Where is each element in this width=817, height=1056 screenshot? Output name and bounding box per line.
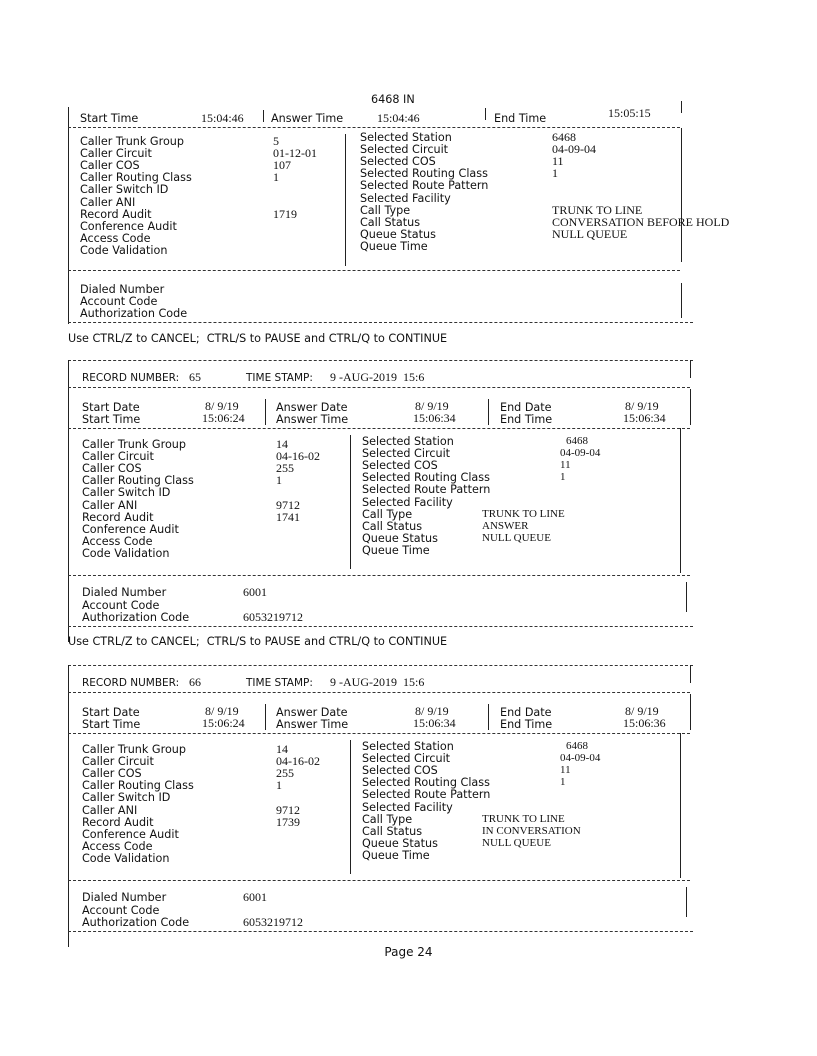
left-border xyxy=(68,107,69,324)
divider xyxy=(68,322,693,323)
selected-field-value: IN CONVERSATION xyxy=(482,824,581,837)
dialed-field-label: Account Code xyxy=(80,295,158,309)
start-date-label: Start Date xyxy=(82,401,140,414)
selected-field-value: NULL QUEUE xyxy=(482,531,551,544)
caller-field-label: Caller ANI xyxy=(82,803,138,817)
answer-time-value: 15:04:46 xyxy=(377,111,420,125)
caller-field-value: 107 xyxy=(273,158,291,173)
right-border xyxy=(690,665,691,683)
selected-field-value: ANSWER xyxy=(482,519,529,532)
divider xyxy=(68,387,690,388)
selected-field-label: Selected Circuit xyxy=(362,447,451,461)
selected-field-label: Call Status xyxy=(362,519,423,533)
answer-time-value: 15:06:34 xyxy=(413,716,456,730)
right-border xyxy=(690,389,691,425)
page-number: Page 24 xyxy=(384,945,433,959)
divider xyxy=(68,665,693,666)
selected-field-label: Call Type xyxy=(362,812,413,826)
selected-field-label: Queue Status xyxy=(360,227,436,241)
start-time-label: Start Time xyxy=(82,718,141,731)
caller-field-label: Record Audit xyxy=(82,815,154,829)
right-border xyxy=(686,887,687,917)
dialed-field-label: Dialed Number xyxy=(82,586,167,599)
selected-field-value: CONVERSATION BEFORE HOLD xyxy=(552,214,730,229)
time-stamp-label: TIME STAMP: xyxy=(246,372,313,384)
selected-field-value: 6468 xyxy=(552,130,576,144)
dialed-field-value: 6001 xyxy=(243,585,267,599)
record-number-label: RECORD NUMBER: xyxy=(82,372,180,384)
selected-field-value: TRUNK TO LINE xyxy=(552,202,643,217)
divider xyxy=(68,692,690,693)
selected-field-value: 11 xyxy=(560,764,571,777)
right-border xyxy=(680,733,681,878)
answer-date-label: Answer Date xyxy=(276,401,348,414)
start-date-value: 8/ 9/19 xyxy=(205,399,239,413)
caller-field-value: 9712 xyxy=(276,497,300,512)
selected-field-value: 6468 xyxy=(566,740,588,752)
caller-field-label: Code Validation xyxy=(80,243,168,257)
dialed-field-value: 6001 xyxy=(243,890,267,904)
caller-field-label: Caller Circuit xyxy=(80,147,152,161)
answer-time-value: 15:06:34 xyxy=(413,411,456,425)
column-separator xyxy=(263,110,264,122)
selected-field-label: Selected Facility xyxy=(362,495,453,509)
divider xyxy=(68,270,680,271)
divider xyxy=(68,880,690,881)
selected-field-label: Queue Time xyxy=(362,543,430,557)
right-border xyxy=(681,283,682,318)
right-border xyxy=(690,694,691,730)
answer-date-value: 8/ 9/19 xyxy=(415,399,449,413)
caller-field-label: Code Validation xyxy=(82,546,170,560)
start-time-value: 15:04:46 xyxy=(201,111,244,125)
start-time-label: Start Time xyxy=(82,413,141,426)
selected-field-label: Selected Station xyxy=(362,740,454,753)
selected-field-label: Selected COS xyxy=(362,764,438,778)
dialed-field-label: Dialed Number xyxy=(80,283,165,296)
time-stamp-value: 9 -AUG-2019 15:6 xyxy=(330,370,425,384)
caller-field-value: 1741 xyxy=(276,509,300,524)
end-time-label: End Time xyxy=(500,413,553,426)
record-number-value: 66 xyxy=(189,675,201,689)
caller-field-label: Access Code xyxy=(82,839,153,853)
answer-time-label: Answer Time xyxy=(276,413,349,426)
start-time-label: Start Time xyxy=(80,112,139,125)
selected-field-label: Selected Facility xyxy=(362,800,453,814)
selected-field-label: Selected Routing Class xyxy=(362,471,490,485)
caller-field-value: 255 xyxy=(276,766,294,781)
selected-field-value: 04-09-04 xyxy=(552,142,596,157)
record-header-title: 6468 IN xyxy=(371,93,415,106)
caller-field-value: 5 xyxy=(273,134,279,148)
continue-prompt: Use CTRL/Z to CANCEL; CTRL/S to PAUSE and CTRL/Q to CONTINUE xyxy=(68,332,448,345)
caller-field-value: 1 xyxy=(273,170,279,185)
selected-field-value: 04-09-04 xyxy=(560,752,601,765)
column-separator xyxy=(350,740,351,874)
end-date-value: 8/ 9/19 xyxy=(625,399,659,413)
time-stamp-label: TIME STAMP: xyxy=(246,677,313,689)
right-border xyxy=(690,360,691,378)
selected-field-value: 1 xyxy=(552,166,558,181)
end-date-label: End Date xyxy=(500,401,552,414)
divider xyxy=(68,733,690,734)
caller-field-label: Caller Circuit xyxy=(82,755,154,769)
selected-field-value: 11 xyxy=(552,154,564,169)
caller-field-label: Caller Routing Class xyxy=(82,474,194,488)
continue-prompt: Use CTRL/Z to CANCEL; CTRL/S to PAUSE and CTRL/Q to CONTINUE xyxy=(68,635,448,648)
record-number-label: RECORD NUMBER: xyxy=(82,677,180,689)
column-separator xyxy=(265,399,266,425)
caller-field-value: 14 xyxy=(276,437,288,451)
selected-field-label: Queue Status xyxy=(362,836,438,850)
selected-field-value: TRUNK TO LINE xyxy=(482,812,565,825)
column-separator xyxy=(265,704,266,730)
right-border xyxy=(686,582,687,612)
time-stamp-value: 9 -AUG-2019 15:6 xyxy=(330,675,425,689)
caller-field-value: 04-16-02 xyxy=(276,754,320,769)
end-time-value: 15:06:34 xyxy=(623,411,666,425)
caller-field-value: 1719 xyxy=(273,206,297,221)
caller-field-label: Caller ANI xyxy=(82,498,138,512)
caller-field-value: 1 xyxy=(276,778,282,793)
column-separator xyxy=(488,399,489,425)
divider xyxy=(68,931,693,932)
caller-field-label: Caller Switch ID xyxy=(82,791,171,805)
dialed-field-label: Authorization Code xyxy=(82,916,190,929)
end-date-value: 8/ 9/19 xyxy=(625,704,659,718)
caller-field-label: Caller COS xyxy=(82,462,142,476)
caller-field-value: 01-12-01 xyxy=(273,146,317,161)
column-separator xyxy=(345,134,346,266)
selected-field-label: Selected Route Pattern xyxy=(362,788,491,802)
selected-field-value: 6468 xyxy=(566,435,588,447)
start-date-value: 8/ 9/19 xyxy=(205,704,239,718)
selected-field-label: Queue Time xyxy=(360,239,428,253)
caller-field-label: Record Audit xyxy=(80,207,152,221)
right-border xyxy=(681,101,682,113)
right-border xyxy=(681,128,682,262)
caller-field-label: Caller COS xyxy=(80,159,140,173)
selected-field-label: Selected Routing Class xyxy=(362,776,490,790)
divider xyxy=(68,127,680,128)
selected-field-label: Call Status xyxy=(362,824,423,838)
caller-field-label: Caller COS xyxy=(82,767,142,781)
caller-field-label: Code Validation xyxy=(82,851,170,865)
selected-field-label: Selected Circuit xyxy=(360,143,449,157)
caller-field-label: Conference Audit xyxy=(80,219,177,233)
dialed-field-label: Account Code xyxy=(82,598,160,612)
selected-field-value: TRUNK TO LINE xyxy=(482,507,565,520)
dialed-field-label: Account Code xyxy=(82,903,160,917)
caller-field-label: Record Audit xyxy=(82,510,154,524)
selected-field-value: 1 xyxy=(560,471,566,484)
end-time-label: End Time xyxy=(494,112,547,125)
caller-field-label: Access Code xyxy=(82,534,153,548)
left-border xyxy=(68,665,69,947)
dialed-field-value: 6053219712 xyxy=(243,610,303,624)
record-number-value: 65 xyxy=(189,370,201,384)
selected-field-label: Selected Routing Class xyxy=(360,167,488,181)
end-time-label: End Time xyxy=(500,718,553,731)
caller-field-value: 04-16-02 xyxy=(276,449,320,464)
caller-field-value: 255 xyxy=(276,461,294,476)
caller-field-value: 9712 xyxy=(276,802,300,817)
divider xyxy=(68,575,690,576)
selected-field-label: Selected COS xyxy=(360,155,436,169)
right-border xyxy=(680,428,681,573)
answer-time-label: Answer Time xyxy=(271,112,344,125)
caller-field-label: Caller Trunk Group xyxy=(80,135,184,148)
caller-field-value: 1739 xyxy=(276,814,300,829)
caller-field-label: Caller Switch ID xyxy=(82,486,171,500)
caller-field-label: Conference Audit xyxy=(82,522,179,536)
selected-field-value: 1 xyxy=(560,776,566,789)
selected-field-label: Call Type xyxy=(362,507,413,521)
start-date-label: Start Date xyxy=(82,706,140,719)
selected-field-value: NULL QUEUE xyxy=(482,836,551,849)
end-time-value: 15:06:36 xyxy=(623,716,666,730)
dialed-field-value: 6053219712 xyxy=(243,915,303,929)
caller-field-value: 14 xyxy=(276,742,288,756)
dialed-field-label: Dialed Number xyxy=(82,891,167,904)
selected-field-label: Selected COS xyxy=(362,459,438,473)
selected-field-label: Queue Time xyxy=(362,848,430,862)
divider xyxy=(68,626,693,627)
caller-field-label: Caller Circuit xyxy=(82,450,154,464)
selected-field-label: Selected Circuit xyxy=(362,752,451,766)
answer-time-label: Answer Time xyxy=(276,718,349,731)
caller-field-value: 1 xyxy=(276,473,282,488)
dialed-field-label: Authorization Code xyxy=(82,611,190,624)
caller-field-label: Caller Trunk Group xyxy=(82,438,186,451)
caller-field-label: Caller Routing Class xyxy=(82,779,194,793)
caller-field-label: Caller Switch ID xyxy=(80,183,169,197)
caller-field-label: Caller Trunk Group xyxy=(82,743,186,756)
divider xyxy=(68,428,690,429)
column-separator xyxy=(485,108,486,120)
end-time-value: 15:05:15 xyxy=(608,106,651,120)
selected-field-value: 11 xyxy=(560,459,571,472)
selected-field-label: Selected Route Pattern xyxy=(360,179,489,193)
caller-field-label: Conference Audit xyxy=(82,827,179,841)
answer-date-value: 8/ 9/19 xyxy=(415,704,449,718)
selected-field-label: Call Type xyxy=(360,203,411,217)
dialed-field-label: Authorization Code xyxy=(80,307,188,321)
caller-field-label: Caller ANI xyxy=(80,195,136,209)
start-time-value: 15:06:24 xyxy=(202,411,245,425)
selected-field-label: Selected Route Pattern xyxy=(362,483,491,497)
answer-date-label: Answer Date xyxy=(276,706,348,719)
selected-field-label: Call Status xyxy=(360,215,421,229)
selected-field-value: 04-09-04 xyxy=(560,447,601,460)
start-time-value: 15:06:24 xyxy=(202,716,245,730)
selected-field-value: NULL QUEUE xyxy=(552,226,628,241)
caller-field-label: Caller Routing Class xyxy=(80,171,192,185)
caller-field-label: Access Code xyxy=(80,231,151,245)
selected-field-label: Selected Station xyxy=(360,131,452,144)
selected-field-label: Queue Status xyxy=(362,531,438,545)
selected-field-label: Selected Station xyxy=(362,435,454,448)
selected-field-label: Selected Facility xyxy=(360,191,451,205)
left-border xyxy=(68,360,69,642)
column-separator xyxy=(488,704,489,730)
end-date-label: End Date xyxy=(500,706,552,719)
divider xyxy=(68,360,693,361)
column-separator xyxy=(350,435,351,569)
